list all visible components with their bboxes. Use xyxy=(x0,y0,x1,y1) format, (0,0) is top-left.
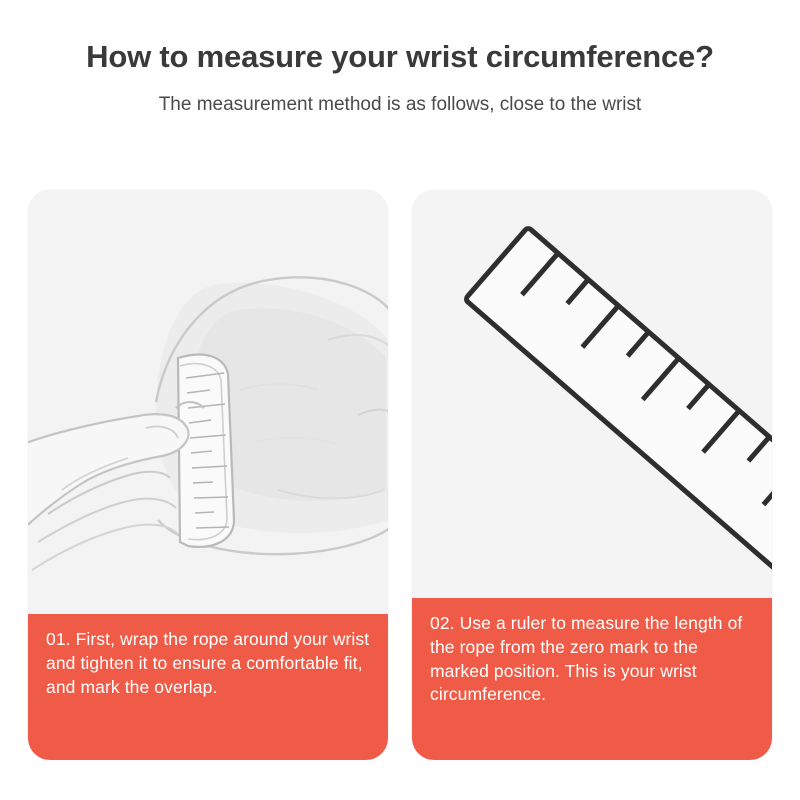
steps-container xyxy=(28,190,772,760)
wrist-with-measuring-rope-illustration xyxy=(28,190,388,614)
page-title: How to measure your wrist circumference? xyxy=(86,39,714,74)
step-card-1 xyxy=(28,190,388,760)
ruler-illustration xyxy=(412,190,772,598)
ruler-illustration-svg xyxy=(412,190,772,598)
step-1-caption: 01. First, wrap the rope around your wrist and tighten it to ensure a comfortable fit, and mark the overlap. xyxy=(28,614,388,760)
page-subtitle: The measurement method is as follows, close to the wrist xyxy=(158,94,642,116)
step-card-2 xyxy=(412,190,772,760)
step-2-caption: 02. Use a ruler to measure the length of the rope from the zero mark to the marked position. This is your wrist circumference. xyxy=(412,598,772,760)
wrist-illustration-svg xyxy=(28,190,388,614)
header xyxy=(0,0,800,118)
